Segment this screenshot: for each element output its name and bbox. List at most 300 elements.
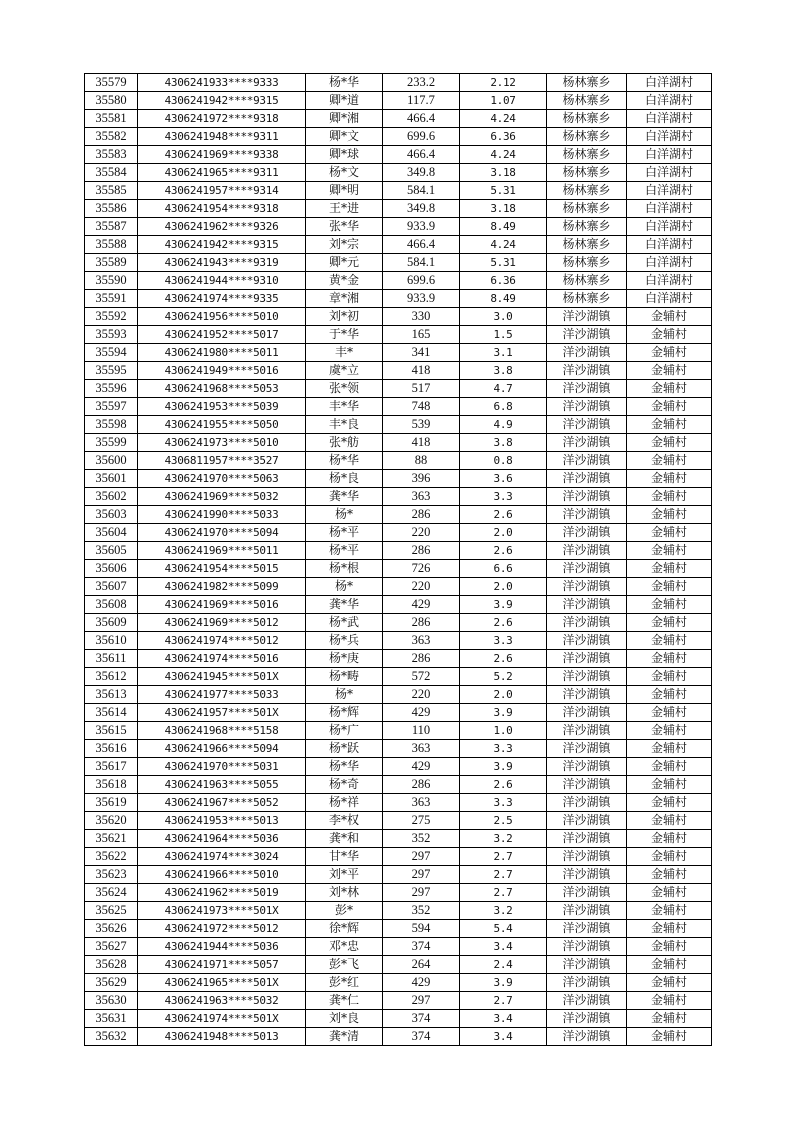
table-row (85, 614, 712, 632)
village-cell: 金辅村 (627, 524, 712, 542)
township-cell: 洋沙湖镇 (547, 722, 627, 740)
amount-cell: 233.2 (383, 74, 460, 92)
township-cell: 洋沙湖镇 (547, 1010, 627, 1028)
village-cell: 金辅村 (627, 488, 712, 506)
amount-cell: 297 (383, 884, 460, 902)
amount-cell: 275 (383, 812, 460, 830)
township-cell: 洋沙湖镇 (547, 668, 627, 686)
person-name-cell: 卿*球 (306, 146, 383, 164)
township-cell: 洋沙湖镇 (547, 632, 627, 650)
area-cell: 2.7 (460, 992, 547, 1010)
id-number-cell: 4306241974****5012 (138, 632, 306, 650)
amount-cell: 352 (383, 830, 460, 848)
id-number-cell: 4306241974****9335 (138, 290, 306, 308)
amount-cell: 286 (383, 650, 460, 668)
id-number-cell: 4306241953****5013 (138, 812, 306, 830)
area-cell: 0.8 (460, 452, 547, 470)
row-number-cell: 35628 (85, 956, 138, 974)
amount-cell: 418 (383, 434, 460, 452)
person-name-cell: 杨*文 (306, 164, 383, 182)
village-cell: 金辅村 (627, 938, 712, 956)
person-name-cell: 张*华 (306, 218, 383, 236)
amount-cell: 539 (383, 416, 460, 434)
person-name-cell: 刘*林 (306, 884, 383, 902)
table-row (85, 920, 712, 938)
village-cell: 白洋湖村 (627, 272, 712, 290)
table-row (85, 938, 712, 956)
row-number-cell: 35593 (85, 326, 138, 344)
person-name-cell: 张*舫 (306, 434, 383, 452)
row-number-cell: 35601 (85, 470, 138, 488)
id-number-cell: 4306241972****5012 (138, 920, 306, 938)
id-number-cell: 4306241956****5010 (138, 308, 306, 326)
id-number-cell: 4306241957****9314 (138, 182, 306, 200)
row-number-cell: 35580 (85, 92, 138, 110)
area-cell: 8.49 (460, 218, 547, 236)
person-name-cell: 杨* (306, 686, 383, 704)
row-number-cell: 35619 (85, 794, 138, 812)
area-cell: 3.3 (460, 488, 547, 506)
area-cell: 3.4 (460, 1028, 547, 1046)
row-number-cell: 35605 (85, 542, 138, 560)
area-cell: 5.2 (460, 668, 547, 686)
row-number-cell: 35629 (85, 974, 138, 992)
person-name-cell: 卿*道 (306, 92, 383, 110)
person-name-cell: 张*领 (306, 380, 383, 398)
village-cell: 金辅村 (627, 650, 712, 668)
table-row (85, 128, 712, 146)
row-number-cell: 35610 (85, 632, 138, 650)
person-name-cell: 黄*金 (306, 272, 383, 290)
table-row (85, 380, 712, 398)
township-cell: 洋沙湖镇 (547, 434, 627, 452)
person-name-cell: 刘*初 (306, 308, 383, 326)
person-name-cell: 丰* (306, 344, 383, 362)
row-number-cell: 35599 (85, 434, 138, 452)
table-row (85, 902, 712, 920)
village-cell: 白洋湖村 (627, 218, 712, 236)
table-row (85, 200, 712, 218)
table-row (85, 596, 712, 614)
person-name-cell: 卿*文 (306, 128, 383, 146)
village-cell: 金辅村 (627, 776, 712, 794)
person-name-cell: 龚*清 (306, 1028, 383, 1046)
amount-cell: 264 (383, 956, 460, 974)
id-number-cell: 4306241953****5039 (138, 398, 306, 416)
row-number-cell: 35598 (85, 416, 138, 434)
id-number-cell: 4306241944****5036 (138, 938, 306, 956)
village-cell: 金辅村 (627, 542, 712, 560)
amount-cell: 363 (383, 794, 460, 812)
amount-cell: 341 (383, 344, 460, 362)
area-cell: 2.4 (460, 956, 547, 974)
area-cell: 3.8 (460, 434, 547, 452)
person-name-cell: 刘*宗 (306, 236, 383, 254)
village-cell: 金辅村 (627, 722, 712, 740)
table-row (85, 974, 712, 992)
id-number-cell: 4306241952****5017 (138, 326, 306, 344)
row-number-cell: 35618 (85, 776, 138, 794)
village-cell: 金辅村 (627, 668, 712, 686)
table-row (85, 326, 712, 344)
township-cell: 杨林寨乡 (547, 110, 627, 128)
table-row (85, 236, 712, 254)
id-number-cell: 4306241969****5012 (138, 614, 306, 632)
table-row (85, 506, 712, 524)
area-cell: 2.0 (460, 686, 547, 704)
id-number-cell: 4306241965****501X (138, 974, 306, 992)
area-cell: 2.0 (460, 524, 547, 542)
township-cell: 洋沙湖镇 (547, 524, 627, 542)
village-cell: 金辅村 (627, 614, 712, 632)
township-cell: 洋沙湖镇 (547, 560, 627, 578)
village-cell: 金辅村 (627, 326, 712, 344)
table-row (85, 470, 712, 488)
area-cell: 3.3 (460, 740, 547, 758)
area-cell: 2.6 (460, 542, 547, 560)
village-cell: 金辅村 (627, 434, 712, 452)
id-number-cell: 4306241973****5010 (138, 434, 306, 452)
area-cell: 4.24 (460, 146, 547, 164)
village-cell: 白洋湖村 (627, 146, 712, 164)
row-number-cell: 35621 (85, 830, 138, 848)
table-row (85, 434, 712, 452)
person-name-cell: 龚*和 (306, 830, 383, 848)
row-number-cell: 35590 (85, 272, 138, 290)
amount-cell: 374 (383, 1010, 460, 1028)
row-number-cell: 35622 (85, 848, 138, 866)
amount-cell: 466.4 (383, 236, 460, 254)
area-cell: 3.9 (460, 758, 547, 776)
person-name-cell: 虞*立 (306, 362, 383, 380)
village-cell: 金辅村 (627, 470, 712, 488)
person-name-cell: 杨*平 (306, 542, 383, 560)
village-cell: 金辅村 (627, 812, 712, 830)
amount-cell: 396 (383, 470, 460, 488)
amount-cell: 933.9 (383, 218, 460, 236)
id-number-cell: 4306241982****5099 (138, 578, 306, 596)
table-row (85, 956, 712, 974)
area-cell: 2.5 (460, 812, 547, 830)
township-cell: 洋沙湖镇 (547, 398, 627, 416)
township-cell: 洋沙湖镇 (547, 506, 627, 524)
row-number-cell: 35617 (85, 758, 138, 776)
id-number-cell: 4306241954****5015 (138, 560, 306, 578)
person-name-cell: 杨*兵 (306, 632, 383, 650)
row-number-cell: 35611 (85, 650, 138, 668)
area-cell: 4.24 (460, 236, 547, 254)
table-row (85, 488, 712, 506)
township-cell: 洋沙湖镇 (547, 596, 627, 614)
row-number-cell: 35615 (85, 722, 138, 740)
township-cell: 洋沙湖镇 (547, 578, 627, 596)
village-cell: 白洋湖村 (627, 182, 712, 200)
area-cell: 2.7 (460, 884, 547, 902)
id-number-cell: 4306241969****5011 (138, 542, 306, 560)
person-name-cell: 彭*飞 (306, 956, 383, 974)
village-cell: 金辅村 (627, 398, 712, 416)
township-cell: 杨林寨乡 (547, 200, 627, 218)
row-number-cell: 35595 (85, 362, 138, 380)
village-cell: 金辅村 (627, 884, 712, 902)
person-name-cell: 杨*庚 (306, 650, 383, 668)
table-row (85, 290, 712, 308)
area-cell: 3.3 (460, 794, 547, 812)
table-row (85, 308, 712, 326)
amount-cell: 286 (383, 506, 460, 524)
township-cell: 洋沙湖镇 (547, 956, 627, 974)
township-cell: 洋沙湖镇 (547, 866, 627, 884)
id-number-cell: 4306241933****9333 (138, 74, 306, 92)
amount-cell: 349.8 (383, 164, 460, 182)
person-name-cell: 龚*仁 (306, 992, 383, 1010)
amount-cell: 88 (383, 452, 460, 470)
person-name-cell: 杨*广 (306, 722, 383, 740)
amount-cell: 220 (383, 524, 460, 542)
area-cell: 5.31 (460, 254, 547, 272)
id-number-cell: 4306241944****9310 (138, 272, 306, 290)
person-name-cell: 丰*华 (306, 398, 383, 416)
id-number-cell: 4306241969****5016 (138, 596, 306, 614)
row-number-cell: 35630 (85, 992, 138, 1010)
table-row (85, 866, 712, 884)
village-cell: 金辅村 (627, 704, 712, 722)
row-number-cell: 35607 (85, 578, 138, 596)
village-cell: 金辅村 (627, 758, 712, 776)
id-number-cell: 4306241957****501X (138, 704, 306, 722)
person-name-cell: 卿*元 (306, 254, 383, 272)
person-name-cell: 徐*辉 (306, 920, 383, 938)
area-cell: 3.9 (460, 974, 547, 992)
table-row (85, 74, 712, 92)
amount-cell: 418 (383, 362, 460, 380)
area-cell: 3.3 (460, 632, 547, 650)
village-cell: 金辅村 (627, 578, 712, 596)
village-cell: 金辅村 (627, 1010, 712, 1028)
village-cell: 金辅村 (627, 308, 712, 326)
row-number-cell: 35600 (85, 452, 138, 470)
amount-cell: 726 (383, 560, 460, 578)
area-cell: 6.36 (460, 272, 547, 290)
amount-cell: 363 (383, 632, 460, 650)
person-name-cell: 刘*良 (306, 1010, 383, 1028)
township-cell: 洋沙湖镇 (547, 740, 627, 758)
township-cell: 杨林寨乡 (547, 92, 627, 110)
area-cell: 2.7 (460, 848, 547, 866)
village-cell: 金辅村 (627, 830, 712, 848)
person-name-cell: 杨*华 (306, 452, 383, 470)
id-number-cell: 4306241969****9338 (138, 146, 306, 164)
row-number-cell: 35597 (85, 398, 138, 416)
table-row (85, 812, 712, 830)
table-row (85, 542, 712, 560)
table-row (85, 848, 712, 866)
row-number-cell: 35631 (85, 1010, 138, 1028)
table-row (85, 722, 712, 740)
id-number-cell: 4306241969****5032 (138, 488, 306, 506)
village-cell: 金辅村 (627, 974, 712, 992)
id-number-cell: 4306241942****9315 (138, 236, 306, 254)
township-cell: 洋沙湖镇 (547, 1028, 627, 1046)
area-cell: 1.5 (460, 326, 547, 344)
township-cell: 洋沙湖镇 (547, 488, 627, 506)
village-cell: 金辅村 (627, 344, 712, 362)
area-cell: 2.6 (460, 650, 547, 668)
row-number-cell: 35602 (85, 488, 138, 506)
village-cell: 白洋湖村 (627, 236, 712, 254)
area-cell: 6.8 (460, 398, 547, 416)
table-row (85, 1010, 712, 1028)
table-row (85, 794, 712, 812)
village-cell: 金辅村 (627, 632, 712, 650)
table-row (85, 776, 712, 794)
area-cell: 5.31 (460, 182, 547, 200)
person-name-cell: 杨*跃 (306, 740, 383, 758)
row-number-cell: 35589 (85, 254, 138, 272)
id-number-cell: 4306811957****3527 (138, 452, 306, 470)
village-cell: 白洋湖村 (627, 290, 712, 308)
row-number-cell: 35603 (85, 506, 138, 524)
person-name-cell: 卿*明 (306, 182, 383, 200)
village-cell: 金辅村 (627, 1028, 712, 1046)
id-number-cell: 4306241942****9315 (138, 92, 306, 110)
id-number-cell: 4306241948****9311 (138, 128, 306, 146)
village-cell: 白洋湖村 (627, 164, 712, 182)
table-row (85, 164, 712, 182)
amount-cell: 352 (383, 902, 460, 920)
person-name-cell: 王*进 (306, 200, 383, 218)
township-cell: 洋沙湖镇 (547, 992, 627, 1010)
village-cell: 金辅村 (627, 596, 712, 614)
area-cell: 2.7 (460, 866, 547, 884)
id-number-cell: 4306241974****501X (138, 1010, 306, 1028)
village-cell: 金辅村 (627, 866, 712, 884)
id-number-cell: 4306241968****5158 (138, 722, 306, 740)
table-row (85, 704, 712, 722)
person-name-cell: 杨*平 (306, 524, 383, 542)
village-cell: 金辅村 (627, 506, 712, 524)
township-cell: 洋沙湖镇 (547, 308, 627, 326)
area-cell: 3.4 (460, 938, 547, 956)
township-cell: 洋沙湖镇 (547, 848, 627, 866)
row-number-cell: 35609 (85, 614, 138, 632)
id-number-cell: 4306241972****9318 (138, 110, 306, 128)
table-row (85, 758, 712, 776)
amount-cell: 363 (383, 740, 460, 758)
row-number-cell: 35581 (85, 110, 138, 128)
amount-cell: 429 (383, 596, 460, 614)
township-cell: 洋沙湖镇 (547, 884, 627, 902)
table-row (85, 218, 712, 236)
amount-cell: 429 (383, 974, 460, 992)
village-cell: 白洋湖村 (627, 110, 712, 128)
village-cell: 金辅村 (627, 956, 712, 974)
township-cell: 杨林寨乡 (547, 128, 627, 146)
person-name-cell: 龚*华 (306, 488, 383, 506)
area-cell: 3.4 (460, 1010, 547, 1028)
id-number-cell: 4306241943****9319 (138, 254, 306, 272)
row-number-cell: 35594 (85, 344, 138, 362)
id-number-cell: 4306241962****9326 (138, 218, 306, 236)
id-number-cell: 4306241973****501X (138, 902, 306, 920)
table-row (85, 524, 712, 542)
person-name-cell: 刘*平 (306, 866, 383, 884)
id-number-cell: 4306241980****5011 (138, 344, 306, 362)
row-number-cell: 35591 (85, 290, 138, 308)
village-cell: 金辅村 (627, 902, 712, 920)
table-row (85, 560, 712, 578)
township-cell: 杨林寨乡 (547, 146, 627, 164)
amount-cell: 374 (383, 1028, 460, 1046)
row-number-cell: 35624 (85, 884, 138, 902)
amount-cell: 286 (383, 542, 460, 560)
row-number-cell: 35625 (85, 902, 138, 920)
area-cell: 2.6 (460, 776, 547, 794)
village-cell: 金辅村 (627, 992, 712, 1010)
person-name-cell: 章*湘 (306, 290, 383, 308)
township-cell: 洋沙湖镇 (547, 326, 627, 344)
person-name-cell: 杨* (306, 506, 383, 524)
area-cell: 3.2 (460, 830, 547, 848)
amount-cell: 297 (383, 992, 460, 1010)
table-row (85, 272, 712, 290)
row-number-cell: 35584 (85, 164, 138, 182)
person-name-cell: 杨*辉 (306, 704, 383, 722)
township-cell: 洋沙湖镇 (547, 344, 627, 362)
row-number-cell: 35587 (85, 218, 138, 236)
id-number-cell: 4306241963****5055 (138, 776, 306, 794)
id-number-cell: 4306241945****501X (138, 668, 306, 686)
amount-cell: 117.7 (383, 92, 460, 110)
table-row (85, 632, 712, 650)
amount-cell: 594 (383, 920, 460, 938)
township-cell: 洋沙湖镇 (547, 452, 627, 470)
township-cell: 洋沙湖镇 (547, 380, 627, 398)
village-cell: 金辅村 (627, 560, 712, 578)
row-number-cell: 35613 (85, 686, 138, 704)
row-number-cell: 35627 (85, 938, 138, 956)
village-cell: 金辅村 (627, 416, 712, 434)
person-name-cell: 杨*华 (306, 74, 383, 92)
township-cell: 洋沙湖镇 (547, 758, 627, 776)
id-number-cell: 4306241974****3024 (138, 848, 306, 866)
amount-cell: 429 (383, 758, 460, 776)
township-cell: 洋沙湖镇 (547, 776, 627, 794)
row-number-cell: 35582 (85, 128, 138, 146)
area-cell: 3.2 (460, 902, 547, 920)
id-number-cell: 4306241970****5031 (138, 758, 306, 776)
table-row (85, 398, 712, 416)
amount-cell: 699.6 (383, 128, 460, 146)
area-cell: 2.6 (460, 506, 547, 524)
village-cell: 白洋湖村 (627, 92, 712, 110)
area-cell: 3.0 (460, 308, 547, 326)
row-number-cell: 35623 (85, 866, 138, 884)
amount-cell: 220 (383, 578, 460, 596)
township-cell: 洋沙湖镇 (547, 362, 627, 380)
table-row (85, 992, 712, 1010)
amount-cell: 572 (383, 668, 460, 686)
amount-cell: 584.1 (383, 254, 460, 272)
id-number-cell: 4306241966****5010 (138, 866, 306, 884)
area-cell: 2.6 (460, 614, 547, 632)
id-number-cell: 4306241949****5016 (138, 362, 306, 380)
table-row (85, 110, 712, 128)
amount-cell: 429 (383, 704, 460, 722)
village-cell: 白洋湖村 (627, 254, 712, 272)
village-cell: 金辅村 (627, 686, 712, 704)
amount-cell: 748 (383, 398, 460, 416)
